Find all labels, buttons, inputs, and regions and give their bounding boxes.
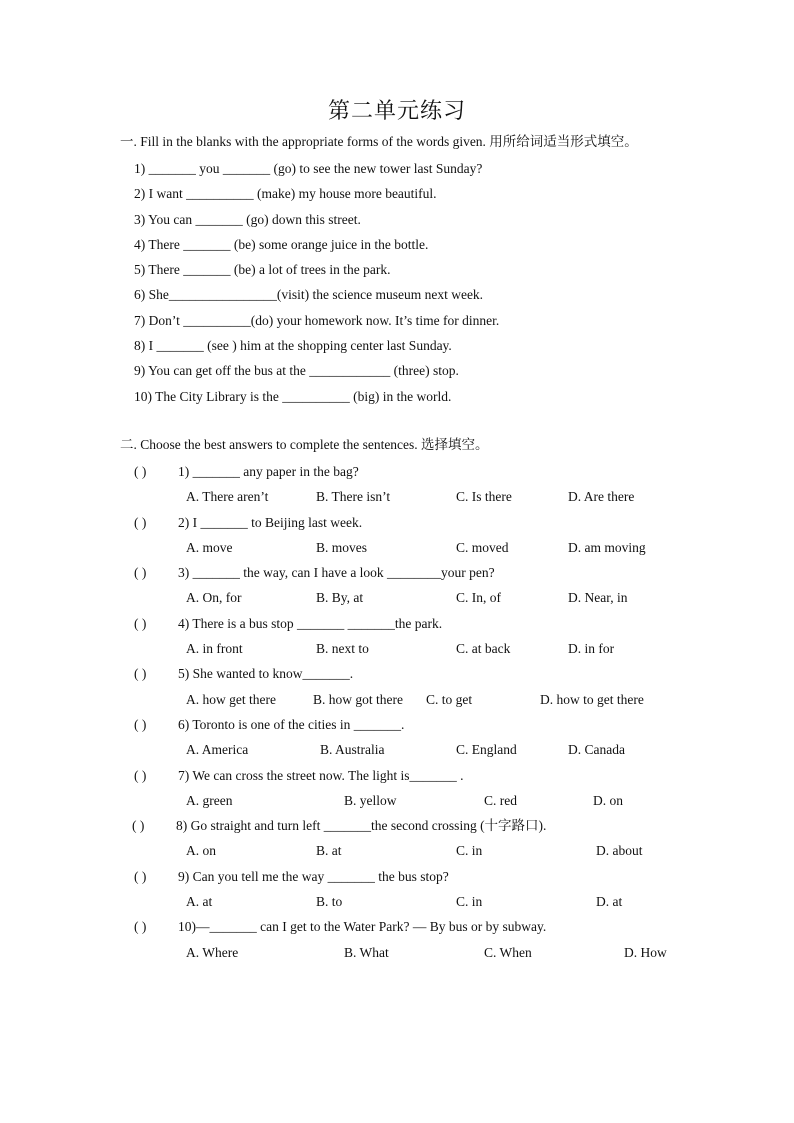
fill-item: 2) I want __________ (make) my house more beautiful. — [134, 186, 437, 202]
answer-blank: ( ) — [134, 666, 147, 682]
option-d: D. How — [624, 944, 667, 960]
answer-blank: ( ) — [134, 919, 147, 935]
fill-in-list — [134, 156, 499, 409]
option-b: B. next to — [316, 641, 369, 657]
option-a: A. move — [186, 539, 233, 555]
option-a: A. On, for — [186, 590, 242, 606]
option-b: B. to — [316, 894, 343, 910]
question-stem: 3) _______ the way, can I have a look ________your pen? — [178, 565, 495, 581]
option-c: C. red — [484, 792, 517, 808]
question-stem: 7) We can cross the street now. The light is_______ . — [178, 767, 464, 783]
question-row — [134, 560, 546, 585]
option-d: D. Canada — [568, 742, 625, 758]
option-c: C. When — [484, 944, 532, 960]
option-c: C. Is there — [456, 489, 512, 505]
option-b: B. By, at — [316, 590, 364, 606]
answer-blank: ( ) — [134, 868, 147, 884]
answer-blank: ( ) — [134, 514, 147, 530]
answer-blank: ( ) — [134, 767, 147, 783]
question-stem: 6) Toronto is one of the cities in _______. — [178, 716, 405, 732]
fill-item: 9) You can get off the bus at the ____________ (three) stop. — [134, 363, 459, 379]
options-row — [134, 788, 623, 813]
question-row — [134, 661, 546, 686]
fill-item: 5) There _______ (be) a lot of trees in the park. — [134, 262, 391, 278]
options-row — [134, 838, 643, 863]
question-row — [134, 763, 546, 788]
answer-blank: ( ) — [134, 464, 147, 479]
answer-blank: ( ) — [134, 565, 147, 581]
option-d: D. am moving — [568, 539, 646, 555]
option-b: B. moves — [316, 539, 368, 555]
option-d: D. at — [596, 894, 623, 910]
fill-item: 1) _______ you _______ (go) to see the new tower last Sunday? — [134, 161, 483, 176]
question-row — [134, 914, 546, 939]
page-title: 第二单元练习 — [327, 99, 466, 124]
option-d: D. Are there — [568, 489, 635, 505]
option-b: B. how got there — [313, 691, 403, 707]
option-c: C. at back — [456, 641, 511, 657]
option-c: C. England — [456, 742, 517, 758]
section2-heading: 二. Choose the best answers to complete the sentences. 选择填空。 — [120, 437, 489, 452]
answer-blank: ( ) — [134, 615, 147, 631]
options-row — [134, 585, 628, 610]
option-a: A. America — [186, 742, 249, 758]
question-row — [134, 712, 546, 737]
fill-item: 6) She________________(visit) the science museum next week. — [134, 287, 484, 303]
answer-blank: ( ) — [134, 716, 147, 732]
question-row — [134, 813, 546, 838]
question-stem: 1) _______ any paper in the bag? — [178, 464, 359, 479]
options-row — [134, 535, 646, 560]
option-a: A. green — [186, 792, 233, 808]
fill-item: 8) I _______ (see ) him at the shopping center last Sunday. — [134, 338, 452, 354]
fill-item: 4) There _______ (be) some orange juice in the bottle. — [134, 236, 429, 252]
section1-heading: 一. Fill in the blanks with the appropriate forms of the words given. 用所给词适当形式填空。 — [120, 134, 638, 149]
option-b: B. What — [344, 944, 389, 960]
question-stem: 10)—_______ can I get to the Water Park? — By bus or by subway. — [178, 919, 547, 935]
option-c: C. In, of — [456, 590, 501, 606]
options-row — [134, 940, 667, 965]
fill-item: 3) You can _______ (go) down this street. — [134, 211, 361, 227]
fill-item: 10) The City Library is the __________ (big) in the world. — [134, 388, 452, 404]
question-stem: 9) Can you tell me the way _______ the bus stop? — [178, 868, 449, 884]
option-b: B. at — [316, 843, 342, 859]
fill-item: 7) Don’t __________(do) your homework now. It’s time for dinner. — [134, 312, 500, 328]
question-row — [134, 864, 546, 889]
question-stem: 4) There is a bus stop _______ _______the park. — [178, 615, 443, 631]
options-row — [134, 889, 623, 914]
option-d: D. Near, in — [568, 590, 628, 606]
option-c: C. in — [456, 843, 483, 859]
option-c: C. in — [456, 894, 483, 910]
options-row — [134, 737, 625, 762]
option-b: B. There isn’t — [316, 489, 391, 505]
option-b: B. yellow — [344, 792, 397, 808]
multiple-choice-list — [132, 459, 667, 965]
question-stem: 8) Go straight and turn left _______the second crossing (十字路口). — [176, 818, 547, 834]
option-b: B. Australia — [320, 742, 385, 758]
option-d: D. how to get there — [540, 691, 644, 707]
option-d: D. about — [596, 843, 643, 859]
option-a: A. There aren’t — [186, 489, 269, 505]
option-a: A. in front — [186, 641, 243, 657]
options-row — [134, 636, 615, 661]
question-row — [134, 510, 546, 535]
option-c: C. moved — [456, 539, 509, 555]
answer-blank: ( ) — [132, 818, 145, 834]
option-a: A. Where — [186, 944, 239, 960]
question-row — [134, 611, 546, 636]
option-d: D. on — [593, 792, 623, 808]
question-row — [134, 459, 546, 484]
option-c: C. to get — [426, 691, 473, 707]
options-row — [134, 687, 644, 712]
option-a: A. at — [186, 894, 213, 910]
question-stem: 5) She wanted to know_______. — [178, 666, 354, 682]
option-a: A. on — [186, 843, 216, 859]
question-stem: 2) I _______ to Beijing last week. — [178, 514, 363, 530]
options-row — [134, 484, 635, 509]
option-a: A. how get there — [186, 691, 276, 707]
option-d: D. in for — [568, 641, 615, 657]
